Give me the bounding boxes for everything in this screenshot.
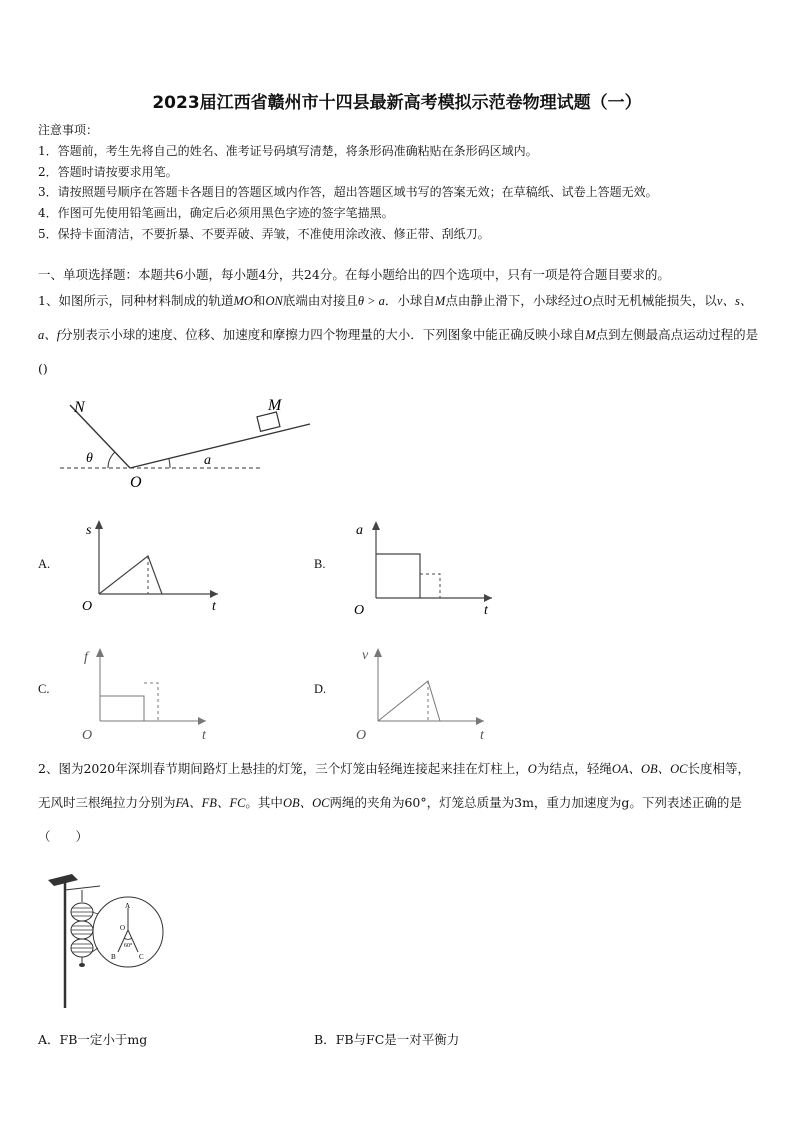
x-axis-label: t — [484, 603, 488, 618]
point-O: O — [120, 924, 126, 932]
y-axis-label: v — [362, 648, 369, 663]
x-axis-label: t — [202, 728, 206, 741]
x-axis-label: t — [480, 728, 484, 741]
point-C: C — [139, 953, 144, 961]
option-b: B．FB与FC是一对平衡力 — [314, 1032, 460, 1047]
origin-label: O — [354, 603, 365, 618]
option-b-label: B. — [314, 557, 326, 571]
option-c-graph — [78, 645, 218, 741]
point-A: A — [125, 902, 131, 910]
lantern-figure — [42, 868, 172, 1013]
question-1-text: 1、如图所示，同种材料制成的轨道MO和ON底端由对接且θ > a．小球自M点由静止滑下，小球经过O点时无机械能损失，以v、s、a、f分别表示小球的速度、位移、加速度和摩擦力四个物理量的大小．下列图象中能正确反映小球自M点到左侧最高点运动过程的是() — [38, 293, 759, 376]
section-heading: 一、单项选择题：本题共6小题，每小题4分，共24分。在每小题给出的四个选项中，只有一项是符合题目要求的。 — [38, 267, 670, 282]
option-a: A．FB一定小于mg — [38, 1032, 148, 1047]
note-item: 3．请按照题号顺序在答题卡各题目的答题区域内作答，超出答题区域书写的答案无效；在草稿纸、试卷上答题无效。 — [38, 185, 658, 199]
label-alpha: a — [204, 453, 211, 468]
option-a-label: A. — [38, 557, 51, 571]
label-M: M — [268, 397, 282, 414]
track-figure — [60, 390, 320, 490]
note-item: 4．作图可先使用铅笔画出，确定后必须用黑色字迹的签字笔描黑。 — [38, 206, 394, 220]
option-a-graph — [78, 518, 228, 614]
option-b-graph — [350, 518, 500, 618]
origin-label: O — [82, 728, 93, 741]
label-theta: θ — [86, 451, 93, 466]
note-item: 1．答题前，考生先将自己的姓名、准考证号码填写清楚，将条形码准确粘贴在条形码区域内。 — [38, 144, 538, 158]
label-N: N — [74, 399, 85, 416]
origin-label: O — [356, 728, 367, 741]
option-d-graph — [350, 645, 500, 741]
option-c-label: C. — [38, 682, 50, 696]
origin-label: O — [82, 599, 93, 614]
note-item: 5．保持卡面清洁，不要折暴、不要弄破、弄皱，不准使用涂改液、修正带、刮纸刀。 — [38, 227, 490, 241]
x-axis-label: t — [212, 599, 216, 614]
note-item: 2．答题时请按要求用笔。 — [38, 165, 178, 179]
y-axis-label: a — [356, 523, 363, 538]
point-B: B — [111, 953, 116, 961]
notes-heading: 注意事项： — [38, 123, 99, 137]
question-2-text: 2、图为2020年深圳春节期间路灯上悬挂的灯笼，三个灯笼由轻绳连接起来挂在灯柱上，O为结点，轻绳OA、OB、OC长度相等，无风时三根绳拉力分别为FA、FB、FC。其中OB、OC两绳的夹角为60°，灯笼总质量为3m，重力加速度为g。下列表述正确的是（ ） — [38, 761, 751, 844]
angle-label: 60° — [124, 943, 133, 949]
y-axis-label: s — [86, 523, 92, 538]
page-title: 2023届江西省赣州市十四县最新高考模拟示范卷物理试题（一） — [152, 93, 642, 113]
option-d-label: D. — [314, 682, 327, 696]
label-O: O — [130, 474, 142, 490]
y-axis-label: f — [84, 650, 88, 665]
